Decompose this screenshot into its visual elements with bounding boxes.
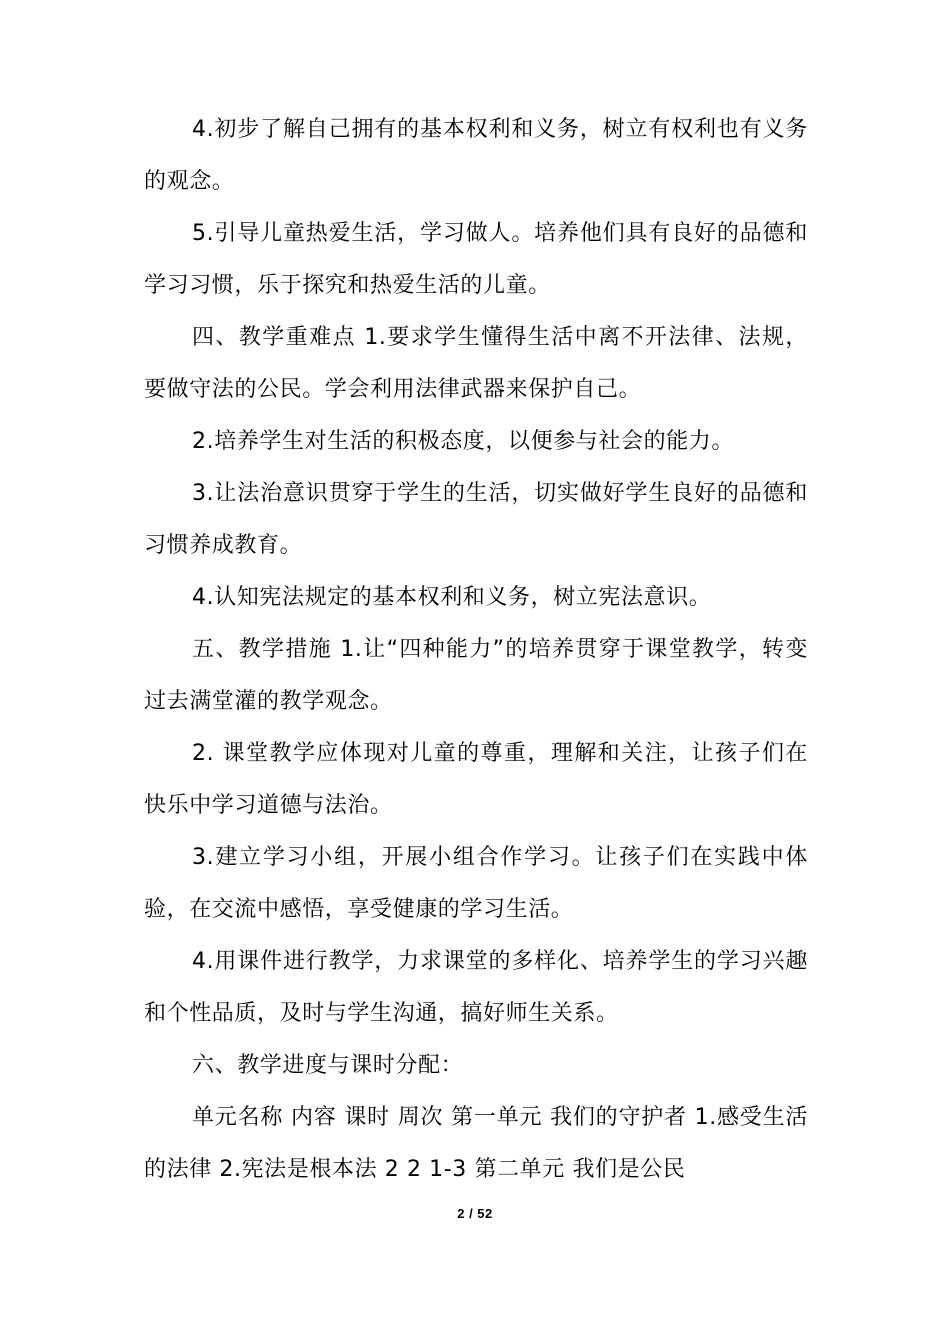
paragraph: 4.认知宪法规定的基本权利和义务，树立宪法意识。 (192, 585, 712, 610)
paragraph: 2.培养学生对生活的积极态度，以便参与社会的能力。 (192, 429, 734, 454)
paragraph: 4.初步了解自己拥有的基本权利和义务，树立有权利也有义务的观念。 (144, 117, 808, 194)
document-body (144, 104, 808, 1196)
paragraph: 3.让法治意识贯穿于学生的生活，切实做好学生良好的品德和习惯养成教育。 (144, 481, 808, 558)
paragraph: 5.引导儿童热爱生活，学习做人。培养他们具有良好的品德和学习习惯，乐于探究和热爱生活的儿童。 (144, 221, 808, 298)
paragraph: 2. 课堂教学应体现对儿童的尊重，理解和关注，让孩子们在快乐中学习道德与法治。 (144, 741, 808, 818)
page-number: 2 / 52 (457, 1206, 493, 1221)
paragraph: 五、教学措施 1.让“四种能力”的培养贯穿于课堂教学，转变过去满堂灌的教学观念。 (144, 637, 808, 714)
paragraph: 4.用课件进行教学，力求课堂的多样化、培养学生的学习兴趣和个性品质，及时与学生沟通，搞好师生关系。 (144, 949, 808, 1026)
paragraph: 六、教学进度与课时分配： (192, 1053, 464, 1078)
paragraph: 单元名称 内容 课时 周次 第一单元 我们的守护者 1.感受生活的法律 2.宪法是根本法 2 2 1-3 第二单元 我们是公民 (144, 1105, 808, 1182)
paragraph: 3.建立学习小组，开展小组合作学习。让孩子们在实践中体验，在交流中感悟，享受健康的学习生活。 (144, 845, 808, 922)
paragraph: 四、教学重难点 1.要求学生懂得生活中离不开法律、法规，要做守法的公民。学会利用法律武器来保护自己。 (144, 325, 808, 402)
